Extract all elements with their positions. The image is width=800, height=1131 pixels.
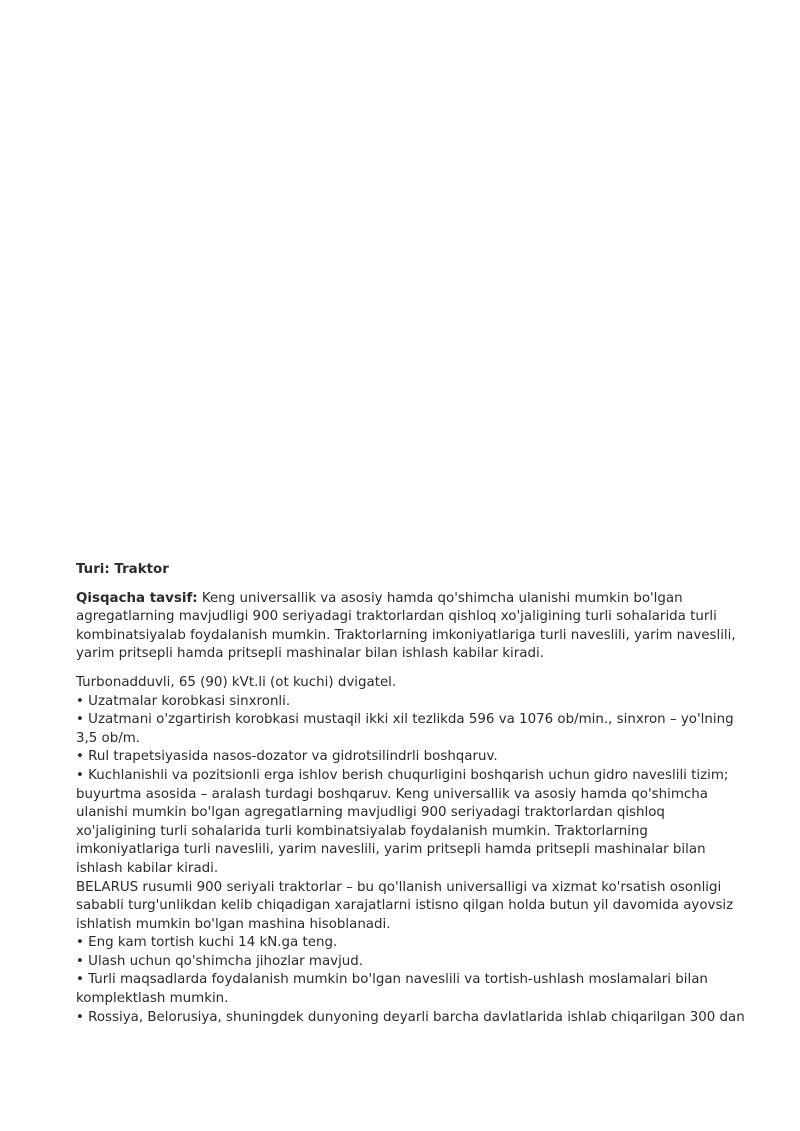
text-line: buyurtma asosida – aralash turdagi boshqaruv. Keng universallik va asosiy hamda qo'shimcha [76,786,708,802]
summary-paragraph [76,590,736,664]
text-line: 3,5 ob/m. [76,730,141,746]
text-line: ishlash kabilar kiradi. [76,860,219,876]
text-line: imkoniyatlariga turli naveslili, yarim naveslili, yarim pritsepli hamda pritsepli mashinalar bilan [76,842,706,858]
text-line: BELARUS rusumli 900 seriyali traktorlar – bu qo'llanish universalligi va xizmat ko'rsatish osonligi [76,879,722,895]
summary-text: Keng universallik va asosiy hamda qo'shimcha ulanishi mumkin bo'lgan agregatlarning mavjudligi 900 seriyadagi traktorlardan qishloq xo'jaligining turli sohalarida turli kombinatsiyalab foydalanish mumkin. Traktorlarning imkoniyatlariga turli naveslili, yarim naveslili, yarim pritsepli hamda pritsepli mashinalar bilan ishlash kabilar kiradi. [76,590,736,662]
text-line: • Uzatmani o'zgartirish korobkasi mustaqil ikki xil tezlikda 596 va 1076 ob/min., sinxron – yo'lning [76,712,734,728]
summary-label: Qisqacha tavsif: [76,590,198,606]
text-line: komplektlash mumkin. [76,991,229,1007]
spec-text-block [76,674,745,1027]
text-line: • Turli maqsadlarda foydalanish mumkin bo'lgan naveslili va tortish-ushlash moslamalari bilan [76,972,708,988]
document-content [76,561,745,1027]
text-line: • Kuchlanishli va pozitsionli erga ishlov berish chuqurligini boshqarish uchun gidro naveslili tizim; [76,767,729,783]
text-line: • Uzatmalar korobkasi sinxronli. [76,693,291,709]
text-line: • Rossiya, Belorusiya, shuningdek dunyoning deyarli barcha davlatlarida ishlab chiqarilgan 300 dan [76,1009,745,1025]
text-line: sababli turg'unlikdan kelib chiqadigan xarajatlarni istisno qilgan holda butun yil davomida ayovsiz [76,898,734,914]
document-heading: Turi: Traktor [76,562,169,577]
text-line: ishlatish mumkin bo'lgan mashina hisoblanadi. [76,916,391,932]
text-line: xo'jaligining turli sohalarida turli kombinatsiyalab foydalanish mumkin. Traktorlarning [76,823,648,839]
text-line: Turbonadduvli, 65 (90) kVt.li (ot kuchi) dvigatel. [76,674,397,690]
text-line: ulanishi mumkin bo'lgan agregatlarning mavjudligi 900 seriyadagi traktorlardan qishloq [76,805,665,821]
text-line: • Rul trapetsiyasida nasos-dozator va gidrotsilindrli boshqaruv. [76,749,498,765]
text-line: • Ulash uchun qo'shimcha jihozlar mavjud. [76,953,364,969]
text-line: • Eng kam tortish kuchi 14 kN.ga teng. [76,935,338,951]
